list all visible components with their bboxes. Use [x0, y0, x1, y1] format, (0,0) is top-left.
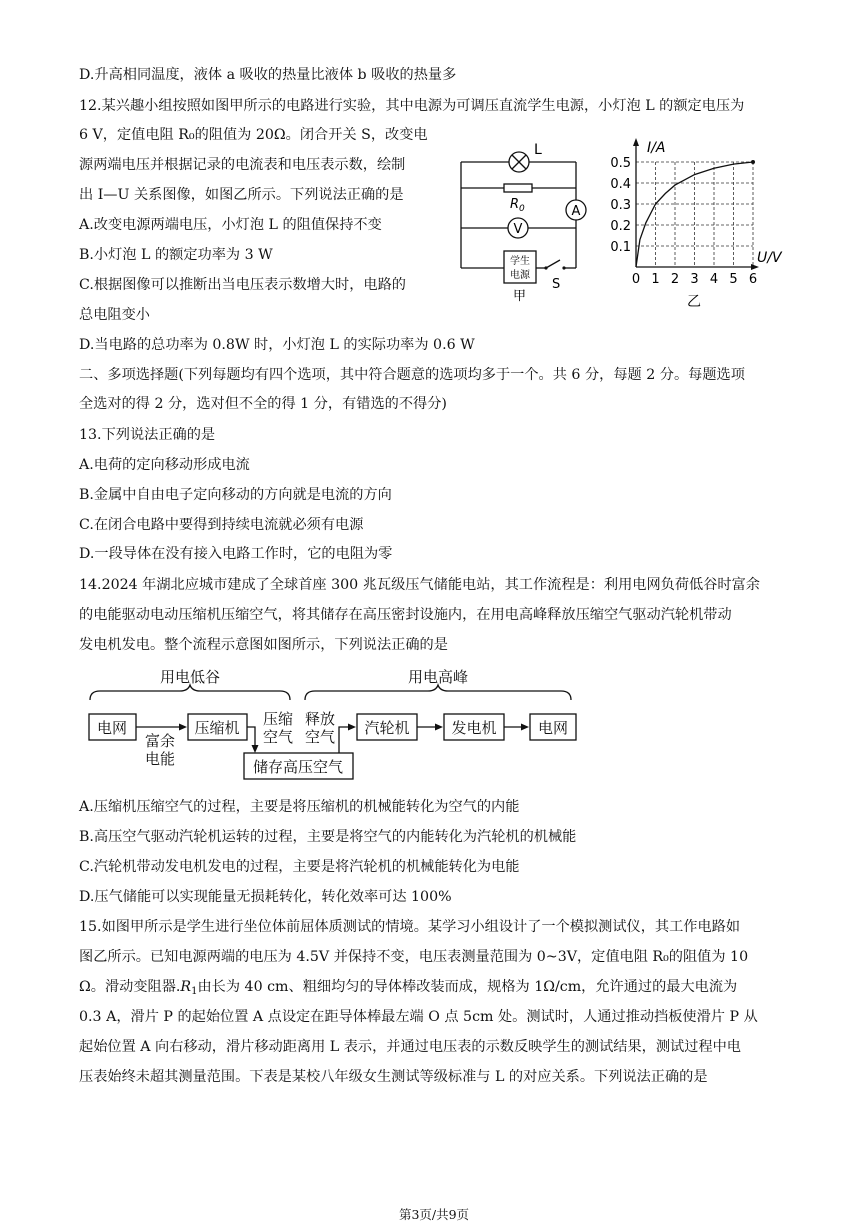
- lamp-symbol: [509, 152, 529, 172]
- q12-option-b: B.小灯泡 L 的额定功率为 3 W: [79, 247, 273, 263]
- q14-option-c: C.汽轮机带动发电机发电的过程，主要是将汽轮机的机械能转化为电能: [79, 859, 520, 875]
- x-tick-label: 5: [729, 272, 738, 287]
- x-tick-label: 3: [690, 272, 699, 287]
- grid-2-label: 电网: [537, 719, 569, 737]
- y-tick-label: 0.2: [610, 219, 631, 234]
- surplus-label-2: 电能: [144, 750, 176, 768]
- y-axis-label: I/A: [647, 140, 666, 156]
- q12-stem-line4: 出 I—U 关系图像，如图乙所示。下列说法正确的是: [79, 187, 404, 203]
- q14-option-a: A.压缩机压缩空气的过程，主要是将压缩机的机械能转化为空气的内能: [79, 799, 520, 815]
- x-tick-label: 4: [709, 272, 719, 287]
- q12-option-d: D.当电路的总功率为 0.8W 时，小灯泡 L 的实际功率为 0.6 W: [79, 337, 475, 353]
- release-air-label-1: 释放: [304, 710, 336, 728]
- low-demand-label: 用电低谷: [159, 668, 221, 686]
- power-source-label-1: 学生: [510, 256, 530, 267]
- page-footer: 第3页/共9页: [398, 1207, 470, 1222]
- power-source-label-2: 电源: [510, 270, 530, 281]
- q15-stem-line4: 0.3 A，滑片 P 的起始位置 A 点设定在距导体棒最左端 O 点 5cm 处。测试时，人通过推动挡板使滑片 P 从: [79, 1009, 758, 1025]
- turbine-label: 汽轮机: [364, 719, 410, 737]
- q13-option-a: A.电荷的定向移动形成电流: [79, 457, 250, 473]
- compressor-label: 压缩机: [194, 719, 240, 737]
- circuit-diagram: [452, 138, 602, 308]
- compress-air-label-2: 空气: [262, 728, 294, 746]
- section2-heading-line2: 全选对的得 2 分，选对但不全的得 1 分，有错选的不得分): [79, 396, 447, 412]
- resistor-symbol: [504, 184, 532, 192]
- q12-stem-line1: 12.某兴趣小组按照如图甲所示的电路进行实验，其中电源为可调压直流学生电源，小灯泡 L 的额定电压为: [79, 98, 745, 114]
- lamp-label: L: [534, 142, 542, 158]
- chart-caption: 乙: [687, 294, 701, 310]
- q15-stem-line6: 压表始终未超其测量范围。下表是某校八年级女生测试等级标准与 L 的对应关系。下列说法正确的是: [79, 1069, 708, 1085]
- q11-option-d: D.升高相同温度，液体 a 吸收的热量比液体 b 吸收的热量多: [79, 67, 457, 83]
- low-demand-brace: [90, 685, 290, 700]
- surplus-label-1: 富余: [144, 732, 176, 750]
- y-axis-arrow: [633, 138, 639, 146]
- q14-option-b: B.高压空气驱动汽轮机运转的过程，主要是将空气的内能转化为汽轮机的机械能: [79, 829, 577, 845]
- q13-option-b: B.金属中自由电子定向移动的方向就是电流的方向: [79, 487, 392, 503]
- q13-stem: 13.下列说法正确的是: [79, 427, 216, 443]
- y-tick-label: 0.4: [610, 177, 631, 192]
- q13-option-c: C.在闭合电路中要得到持续电流就必须有电源: [79, 517, 364, 533]
- x-tick-label: 2: [670, 272, 680, 287]
- compress-air-label-1: 压缩: [262, 710, 294, 728]
- q15-stem-line2: 图乙所示。已知电源两端的电压为 4.5V 并保持不变，电压表测量范围为 0~3V，定值电阻 R₀的阻值为 10: [79, 949, 749, 965]
- q15-stem-line1: 15.如图甲所示是学生进行坐位体前屈体质测试的情境。某学习小组设计了一个模拟测试仪，其工作电路如: [79, 919, 741, 935]
- section2-heading-line1: 二、多项选择题(下列每题均有四个选项，其中符合题意的选项均多于一个。共 6 分，每题 2 分。每题选项: [79, 367, 745, 383]
- q12-option-a: A.改变电源两端电压，小灯泡 L 的阻值保持不变: [79, 217, 382, 233]
- y-tick-label: 0.1: [610, 240, 631, 255]
- storage-label: 储存高压空气: [252, 758, 344, 776]
- generator-label: 发电机: [451, 719, 497, 737]
- resistor-label: $R_0$: [510, 197, 525, 214]
- x-axis-label: U/V: [757, 250, 782, 266]
- q14-stem-line2: 的电能驱动电动压缩机压缩空气，将其储存在高压密封设施内，在用电高峰释放压缩空气驱动汽轮机带动: [79, 607, 732, 623]
- q12-option-c-line1: C.根据图像可以推断出当电压表示数增大时，电路的: [79, 277, 406, 293]
- high-demand-brace: [305, 685, 571, 700]
- q14-stem-line1: 14.2024 年湖北应城市建成了全球首座 300 兆瓦级压气储能电站，其工作流程是：利用电网负荷低谷时富余: [79, 577, 760, 593]
- x-tick-label: 1: [651, 272, 660, 287]
- y-tick-label: 0.3: [610, 198, 631, 213]
- q14-option-d: D.压气储能可以实现能量无损耗转化，转化效率可达 100%: [79, 889, 452, 905]
- x-tick-label: 0: [631, 272, 641, 287]
- q14-stem-line3: 发电机发电。整个流程示意图如图所示，下列说法正确的是: [79, 637, 448, 653]
- q15-stem-line3: Ω。滑动变阻器$.R_1$由长为 40 cm、粗细均匀的导体棒改装而成，规格为 1Ω/cm，允许通过的最大电流为: [79, 979, 738, 997]
- ammeter-label: A: [571, 204, 581, 219]
- release-air-label-2: 空气: [304, 728, 336, 746]
- circuit-caption: 甲: [513, 289, 527, 304]
- y-tick-label: 0.5: [610, 156, 631, 171]
- q13-option-d: D.一段导体在没有接入电路工作时，它的电阻为零: [79, 546, 393, 562]
- high-demand-label: 用电高峰: [407, 668, 469, 686]
- grid-1-label: 电网: [96, 719, 128, 737]
- q12-stem-line2: 6 V，定值电阻 R₀的阻值为 20Ω。闭合开关 S，改变电: [79, 127, 428, 143]
- q15-stem-line5: 起始位置 A 向右移动，滑片移动距离用 L 表示，并通过电压表的示数反映学生的测试结果，测试过程中电: [79, 1039, 741, 1055]
- switch-label: S: [552, 277, 561, 292]
- iu-curve-endpoint: [751, 160, 755, 164]
- q12-stem-line3: 源两端电压并根据记录的电流表和电压表示数，绘制: [79, 157, 406, 173]
- x-tick-label: 6: [748, 272, 758, 287]
- energy-storage-flow-diagram: [80, 664, 580, 784]
- voltmeter-label: V: [513, 222, 523, 237]
- iu-chart: [607, 134, 797, 314]
- q12-option-c-line2: 总电阻变小: [79, 307, 150, 323]
